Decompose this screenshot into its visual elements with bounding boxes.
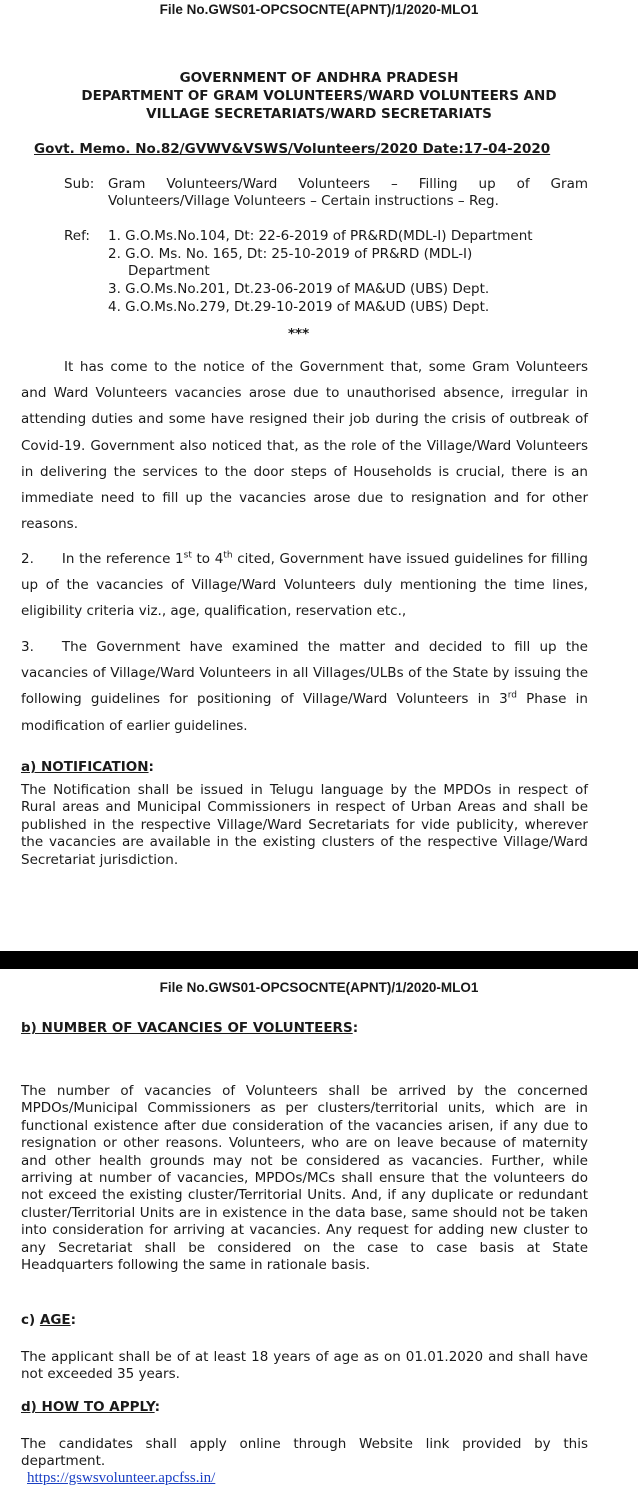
notification-text: The Notification shall be issued in Telugu language by the MPDOs in respect of Rural areas and Municipal Commissioners in respect of Urban Areas and shall be published in the respective Village/Ward Secretariats for vide publicity, wherever the vacancies are available in the existing clusters of the respective Village/Ward Secretariat jurisdiction. xyxy=(21,782,588,868)
superscript: th xyxy=(223,550,233,561)
heading-text: b) NUMBER OF VACANCIES OF VOLUNTEERS xyxy=(21,1020,353,1036)
age-heading xyxy=(21,1312,76,1328)
heading-colon: : xyxy=(148,759,154,775)
reference-item: 4. G.O.Ms.No.279, Dt.29-10-2019 of MA&UD (UBS) Dept. xyxy=(108,299,490,315)
how-to-apply-heading xyxy=(21,1399,160,1415)
heading-text: a) NOTIFICATION xyxy=(21,759,149,775)
paragraph-3 xyxy=(21,634,588,739)
subject-text: Gram Volunteers/Ward Volunteers – Filling up of Gram Volunteers/Village Volunteers – Certain instructions – Reg. xyxy=(108,176,588,209)
reference-item: 1. G.O.Ms.No.104, Dt: 22-6-2019 of PR&RD(MDL-I) Department xyxy=(108,228,533,244)
paragraph-number: 3. xyxy=(21,639,34,655)
heading-prefix: c) xyxy=(21,1312,40,1328)
vacancies-heading xyxy=(21,1020,358,1036)
paragraph-text: cited, Government have issued guidelines for filling up of the vacancies of Village/Ward Volunteers duly mentioning the time lines, eligibility criteria viz., age, qualification, reservation etc., xyxy=(21,551,588,620)
reference-item: Department xyxy=(128,263,210,279)
paragraph-1: It has come to the notice of the Government that, some Gram Volunteers and Ward Volunteers vacancies arose due to unauthorised absence, irregular in attending duties and some have resigned their job during the crisis of outbreak of Covid-19. Government also noticed that, as the role of the Village/Ward Volunteers in delivering the services to the door steps of Households is crucial, there is an immediate need to fill up the vacancies arose due to resignation and for other reasons. xyxy=(21,359,588,533)
department-title-line1: DEPARTMENT OF GRAM VOLUNTEERS/WARD VOLUNTEERS AND xyxy=(81,88,557,104)
govt-title: GOVERNMENT OF ANDHRA PRADESH xyxy=(179,70,459,86)
reference-item: 3. G.O.Ms.No.201, Dt.23-06-2019 of MA&UD (UBS) Dept. xyxy=(108,281,490,297)
paragraph-text: Phase in modification of earlier guidelines. xyxy=(21,691,588,734)
memo-reference: Govt. Memo. No.82/GVWV&VSWS/Volunteers/2020 Date:17-04-2020 xyxy=(34,141,551,157)
paragraph-2 xyxy=(21,546,588,625)
how-to-apply-text: The candidates shall apply online through Website link provided by this department. xyxy=(21,1436,588,1470)
heading-text: d) HOW TO APPLY xyxy=(21,1399,155,1415)
paragraph-text: to 4 xyxy=(191,551,224,567)
notification-heading xyxy=(21,759,154,775)
subject-label: Sub: xyxy=(64,176,95,192)
heading-colon: : xyxy=(154,1399,161,1415)
vacancies-text: The number of vacancies of Volunteers shall be arrived by the concerned MPDOs/Municipal Commissioners as per clusters/territorial units, which are in functional existence after due consideration of the vacancies arisen, if any due to resignation or other reasons. Volunteers, who are on leave because of maternity and other health grounds may not be considered as vacancies. Further, while arriving at number of vacancies, MPDOs/MCs shall ensure that the volunteers do not exceed the existing cluster/Territorial Units. And, if any duplicate or redundant cluster/Territorial Units are in existence in the data base, same should not be taken into consideration for arriving at vacancies. Any request for adding new cluster to any Secretariat shall be considered on the case to case basis at State Headquarters following the same in rationale basis. xyxy=(21,1083,588,1274)
reference-label: Ref: xyxy=(64,228,90,244)
section-separator: *** xyxy=(288,326,310,342)
age-text: The applicant shall be of at least 18 years of age as on 01.01.2020 and shall have not exceeded 35 years. xyxy=(21,1349,588,1383)
application-website-link[interactable]: https://gswsvolunteer.apcfss.in/ xyxy=(27,1470,216,1486)
superscript: st xyxy=(183,550,192,561)
paragraph-text: The Government have examined the matter and decided to fill up the vacancies of Village/Ward Volunteers in all Villages/ULBs of the State by issuing the following guidelines for positioning of Village/Ward Volunteers in 3 xyxy=(21,639,588,708)
reference-item: 2. G.O. Ms. No. 165, Dt: 25-10-2019 of PR&RD (MDL-I) xyxy=(108,245,473,262)
department-title-line2: VILLAGE SECRETARIATS/WARD SECRETARIATS xyxy=(146,106,492,122)
file-number-header: File No.GWS01-OPCSOCNTE(APNT)/1/2020-MLO1 xyxy=(159,980,479,995)
file-number-header: File No.GWS01-OPCSOCNTE(APNT)/1/2020-MLO1 xyxy=(159,2,479,17)
paragraph-text: In the reference 1 xyxy=(61,551,184,567)
page-break xyxy=(0,951,638,969)
paragraph-number: 2. xyxy=(21,551,34,567)
heading-text: AGE xyxy=(39,1312,71,1328)
superscript: rd xyxy=(507,690,517,701)
heading-colon: : xyxy=(352,1020,359,1036)
heading-colon: : xyxy=(70,1312,77,1328)
